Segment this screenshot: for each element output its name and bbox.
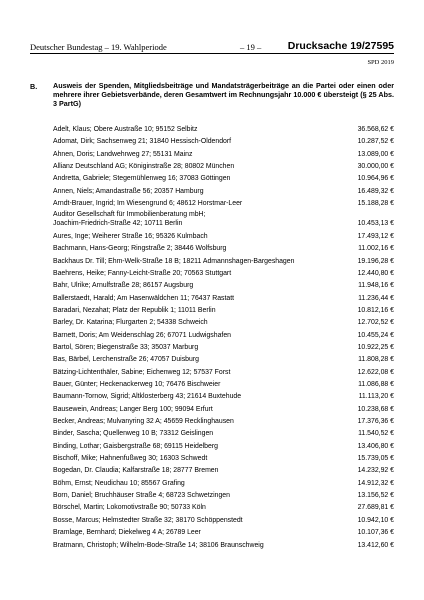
donor-name: Bas, Bärbel, Lerchenstraße 26; 47057 Duisburg bbox=[53, 356, 199, 364]
list-item bbox=[53, 478, 394, 490]
list-item bbox=[53, 256, 394, 268]
donor-name: Baumann-Tornow, Sigrid; Altklosterberg 43; 21614 Buxtehude bbox=[53, 393, 242, 401]
list-item bbox=[53, 330, 394, 342]
donor-name: Arndt-Brauer, Ingrid; Im Wiesengrund 6; 48612 Horstmar-Leer bbox=[53, 200, 243, 208]
list-item bbox=[53, 354, 394, 366]
donor-name: Böhm, Ernst; Neudichau 10; 85567 Grafing bbox=[53, 479, 185, 487]
donation-amount: 12.622,08 € bbox=[357, 368, 394, 376]
donor-name-line-1: Auditor Gesellschaft für Immobilienberatung mbH; bbox=[53, 211, 206, 219]
donor-name: Barnett, Doris; Am Weidenschlag 26; 67071 Ludwigshafen bbox=[53, 331, 231, 339]
list-item bbox=[53, 527, 394, 539]
donation-amount: 11.540,52 € bbox=[358, 430, 394, 438]
donation-amount: 10.812,16 € bbox=[357, 306, 394, 314]
donor-name: Adomat, Dirk; Sachsenweg 21; 31840 Hessisch-Oldendorf bbox=[53, 138, 232, 146]
donor-name: Bartol, Sören; Biegenstraße 33; 35037 Marburg bbox=[53, 344, 199, 351]
donation-amount: 13.412,60 € bbox=[357, 541, 394, 549]
header-page-number: – 19 – bbox=[240, 42, 262, 52]
donation-amount: 16.489,32 € bbox=[357, 187, 394, 195]
donor-name: Backhaus Dr. Till; Ehm-Welk-Straße 18 B; 18211 Admannshagen-Bargeshagen bbox=[53, 257, 295, 265]
list-item bbox=[53, 280, 394, 292]
donation-amount: 11.002,16 € bbox=[358, 245, 394, 253]
donation-amount: 27.689,81 € bbox=[357, 504, 394, 512]
donor-name: Bischoff, Mike; Hahnenfußweg 30; 16303 Schwedt bbox=[53, 455, 208, 463]
list-item bbox=[53, 149, 394, 161]
donation-amount: 17.376,36 € bbox=[357, 418, 394, 426]
list-item bbox=[53, 293, 394, 305]
donation-amount: 10.942,10 € bbox=[357, 516, 394, 524]
donor-name: Bramlage, Bernhard; Diekelweg 4 A; 26789 Leer bbox=[53, 529, 201, 537]
list-item bbox=[53, 317, 394, 329]
donation-amount: 11.236,44 € bbox=[358, 294, 394, 302]
list-item bbox=[53, 173, 394, 185]
donor-name: Binding, Lothar; Gaisbergstraße 68; 69115 Heidelberg bbox=[53, 442, 218, 450]
list-item bbox=[53, 490, 394, 502]
donor-name: Born, Daniel; Bruchhäuser Straße 4; 68723 Schwetzingen bbox=[53, 492, 230, 500]
list-item bbox=[53, 404, 394, 416]
donation-amount: 15.739,05 € bbox=[357, 455, 394, 463]
donor-name: Bahr, Ulrike; Arnulfstraße 28; 86157 Augsburg bbox=[53, 282, 194, 290]
list-item bbox=[53, 210, 394, 231]
list-item bbox=[53, 268, 394, 280]
header-publication: Deutscher Bundestag – 19. Wahlperiode bbox=[30, 42, 167, 52]
donation-amount: 19.196,28 € bbox=[357, 257, 394, 265]
list-item bbox=[53, 465, 394, 477]
list-item bbox=[53, 243, 394, 255]
donor-name: Bauer, Günter; Heckenackerweg 10; 76476 Bischweier bbox=[53, 381, 221, 389]
donation-amount: 13.406,80 € bbox=[357, 442, 394, 450]
donor-name: Ballerstaedt, Harald; Am Hasenwäldchen 11; 76437 Rastatt bbox=[53, 294, 235, 302]
list-item bbox=[53, 186, 394, 198]
donation-amount: 10.287,52 € bbox=[357, 138, 394, 146]
list-item bbox=[53, 124, 394, 136]
list-item bbox=[53, 342, 394, 354]
donor-name: Annen, Niels; Amandastraße 56; 20357 Hamburg bbox=[53, 187, 204, 195]
donation-amount: 11.948,16 € bbox=[358, 282, 394, 290]
donor-list bbox=[53, 124, 394, 552]
donation-amount: 14.232,92 € bbox=[357, 467, 394, 475]
list-item bbox=[53, 305, 394, 317]
header-document-number: Drucksache 19/27595 bbox=[287, 40, 394, 52]
donation-amount: 10.107,36 € bbox=[357, 529, 394, 537]
donation-amount: 17.493,12 € bbox=[357, 232, 394, 240]
donor-name: Bachmann, Hans-Georg; Ringstraße 2; 38446 Wolfsburg bbox=[53, 245, 227, 253]
donation-amount: 11.113,20 € bbox=[358, 393, 394, 401]
donation-amount: 10.922,25 € bbox=[357, 344, 394, 351]
donor-name: Aures, Inge; Weiherer Straße 16; 95326 Kulmbach bbox=[53, 232, 208, 240]
donation-amount: 10.964,96 € bbox=[357, 175, 394, 183]
donation-amount: 11.808,28 € bbox=[358, 356, 394, 364]
donation-amount: 13.089,00 € bbox=[357, 150, 394, 158]
donor-name: Bätzing-Lichtenthäler, Sabine; Eichenweg 12; 57537 Forst bbox=[53, 368, 231, 376]
section-letter: B. bbox=[30, 82, 38, 91]
donor-name: Binder, Sascha; Quellenweg 10 B; 73312 Geislingen bbox=[53, 430, 214, 438]
donor-name: Adelt, Klaus; Obere Austraße 10; 95152 Selbitz bbox=[53, 126, 198, 133]
header-party-label: SPD 2019 bbox=[367, 59, 394, 66]
donor-name: Bratmann, Christoph; Wilhelm-Bode-Straße 14; 38106 Braunschweig bbox=[53, 541, 264, 549]
donation-amount: 11.086,88 € bbox=[358, 381, 394, 389]
list-item bbox=[53, 540, 394, 552]
donor-name: Börschel, Martin; Lokomotivstraße 90; 50733 Köln bbox=[53, 504, 206, 512]
list-item bbox=[53, 441, 394, 453]
donor-name: Bogedan, Dr. Claudia; Kalfarstraße 18; 28777 Bremen bbox=[53, 467, 219, 475]
list-item bbox=[53, 515, 394, 527]
donor-name: Barley, Dr. Katarina; Flurgarten 2; 54338 Schweich bbox=[53, 319, 208, 327]
donation-amount: 10.453,13 € bbox=[357, 220, 394, 228]
donor-name: Baehrens, Heike; Fanny-Leicht-Straße 20; 70563 Stuttgart bbox=[53, 269, 232, 277]
donor-name: Bosse, Marcus; Helmstedter Straße 32; 38170 Schöppenstedt bbox=[53, 516, 243, 524]
donation-amount: 10.238,68 € bbox=[357, 405, 394, 413]
donor-name: Bausewein, Andreas; Langer Berg 100; 99094 Erfurt bbox=[53, 405, 213, 413]
donation-amount: 13.156,52 € bbox=[357, 492, 394, 500]
donation-amount: 12.440,80 € bbox=[357, 269, 394, 277]
list-item bbox=[53, 502, 394, 514]
list-item bbox=[53, 161, 394, 173]
list-item bbox=[53, 231, 394, 243]
donor-name: Allianz Deutschland AG; Königinstraße 28; 80802 München bbox=[53, 163, 235, 171]
donor-name: Baradari, Nezahat; Platz der Republik 1; 11011 Berlin bbox=[53, 306, 216, 314]
list-item bbox=[53, 198, 394, 210]
donation-amount: 10.455,24 € bbox=[357, 331, 394, 339]
list-item bbox=[53, 379, 394, 391]
donor-name: Andretta, Gabriele; Stegemühlenweg 16; 37083 Göttingen bbox=[53, 175, 231, 183]
list-item bbox=[53, 453, 394, 465]
donor-name: Ahnen, Doris; Landwehrweg 27; 55131 Mainz bbox=[53, 150, 193, 158]
page-header bbox=[30, 40, 394, 54]
donor-name-line-2: Joachim-Friedrich-Straße 42; 10711 Berlin bbox=[53, 220, 183, 227]
list-item bbox=[53, 367, 394, 379]
donation-amount: 36.568,62 € bbox=[357, 126, 394, 133]
donor-name bbox=[53, 211, 205, 228]
list-item bbox=[53, 416, 394, 428]
section-title: Ausweis der Spenden, Mitgliedsbeiträge und Mandatsträgerbeiträge an die Partei oder einen oder mehrere ihrer Gebietsverbände, deren Gesamtwert im Rechnungsjahr 10.000 € übersteigt (§ 25 Abs. 3 PartG) bbox=[53, 81, 394, 108]
donation-amount: 14.912,32 € bbox=[357, 479, 394, 487]
list-item bbox=[53, 428, 394, 440]
donation-amount: 15.188,28 € bbox=[357, 200, 394, 208]
list-item bbox=[53, 136, 394, 148]
donation-amount: 30.000,00 € bbox=[357, 163, 394, 171]
donation-amount: 12.702,52 € bbox=[357, 319, 394, 327]
list-item bbox=[53, 391, 394, 403]
header-rule bbox=[30, 53, 394, 54]
donor-name: Becker, Andreas; Mulvanyring 32 A; 45659 Recklinghausen bbox=[53, 418, 234, 426]
